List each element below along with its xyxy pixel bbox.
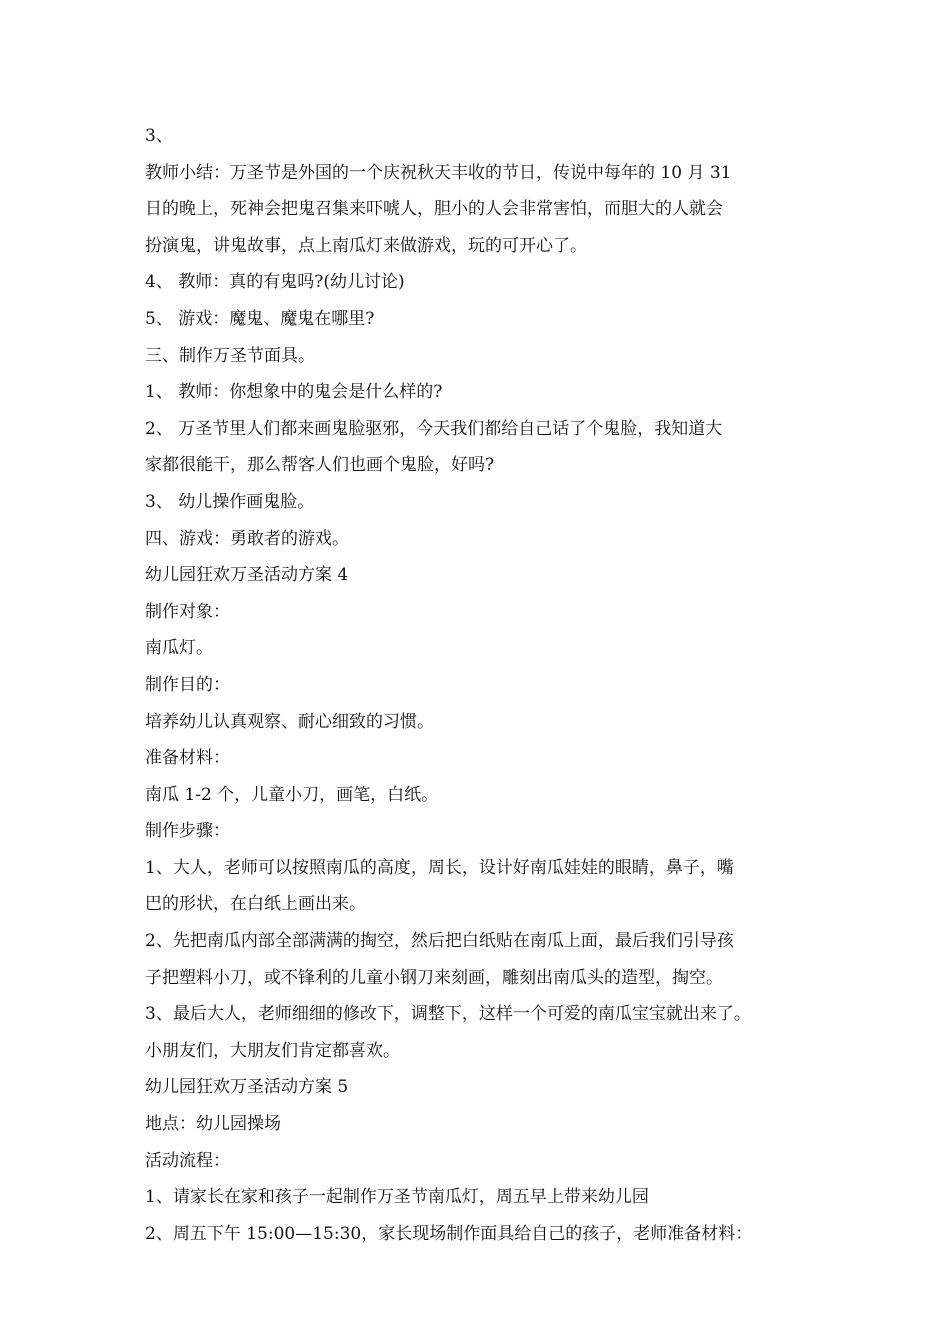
text-line: 2、先把南瓜内部全部满满的掏空，然后把白纸贴在南瓜上面，最后我们引导孩 xyxy=(145,931,734,952)
text-line: 教师小结：万圣节是外国的一个庆祝秋天丰收的节日，传说中每年的 10 月 31 xyxy=(145,162,732,183)
section-heading: 四、游戏：勇敢者的游戏。 xyxy=(145,528,349,549)
field-label: 活动流程： xyxy=(145,1150,230,1171)
plan-title: 幼儿园狂欢万圣活动方案 5 xyxy=(145,1077,349,1098)
text-line: 南瓜灯。 xyxy=(145,638,213,659)
text-line: 小朋友们，大朋友们肯定都喜欢。 xyxy=(145,1040,400,1061)
text-line: 地点：幼儿园操场 xyxy=(145,1114,281,1135)
text-line: 5、 游戏：魔鬼、魔鬼在哪里? xyxy=(145,308,375,329)
text-line: 培养幼儿认真观察、耐心细致的习惯。 xyxy=(145,711,434,732)
text-line: 扮演鬼，讲鬼故事，点上南瓜灯来做游戏，玩的可开心了。 xyxy=(145,235,587,256)
text-line: 南瓜 1-2 个，儿童小刀，画笔，白纸。 xyxy=(145,784,439,805)
field-label: 准备材料： xyxy=(145,748,230,769)
text-line: 2、 万圣节里人们都来画鬼脸驱邪，今天我们都给自己话了个鬼脸，我知道大 xyxy=(145,418,723,439)
text-line: 3、 xyxy=(145,126,173,146)
text-line: 3、最后大人，老师细细的修改下，调整下，这样一个可爱的南瓜宝宝就出来了。 xyxy=(145,1004,751,1025)
text-line: 日的晚上，死神会把鬼召集来吓唬人，胆小的人会非常害怕，而胆大的人就会 xyxy=(145,199,723,220)
document-body xyxy=(145,118,813,1252)
text-line: 3、 幼儿操作画鬼脸。 xyxy=(145,491,315,512)
section-heading: 三、制作万圣节面具。 xyxy=(145,345,315,366)
text-line: 1、请家长在家和孩子一起制作万圣节南瓜灯，周五早上带来幼儿园 xyxy=(145,1187,649,1208)
text-line: 2、周五下午 15:00—15:30，家长现场制作面具给自己的孩子，老师准备材料： xyxy=(145,1223,753,1244)
field-label: 制作对象： xyxy=(145,601,230,622)
field-label: 制作步骤： xyxy=(145,821,230,842)
text-line: 巴的形状，在白纸上画出来。 xyxy=(145,894,366,915)
field-label: 制作目的： xyxy=(145,674,230,695)
text-line: 1、大人，老师可以按照南瓜的高度，周长，设计好南瓜娃娃的眼睛，鼻子，嘴 xyxy=(145,857,734,878)
text-line: 家都很能干，那么帮客人们也画个鬼脸，好吗? xyxy=(145,455,495,476)
text-line: 1、 教师：你想象中的鬼会是什么样的? xyxy=(145,382,443,403)
text-line: 子把塑料小刀，或不锋利的儿童小钢刀来刻画，雕刻出南瓜头的造型，掏空。 xyxy=(145,967,723,988)
plan-title: 幼儿园狂欢万圣活动方案 4 xyxy=(145,565,349,586)
text-line: 4、 教师：真的有鬼吗?(幼儿讨论) xyxy=(145,272,405,293)
